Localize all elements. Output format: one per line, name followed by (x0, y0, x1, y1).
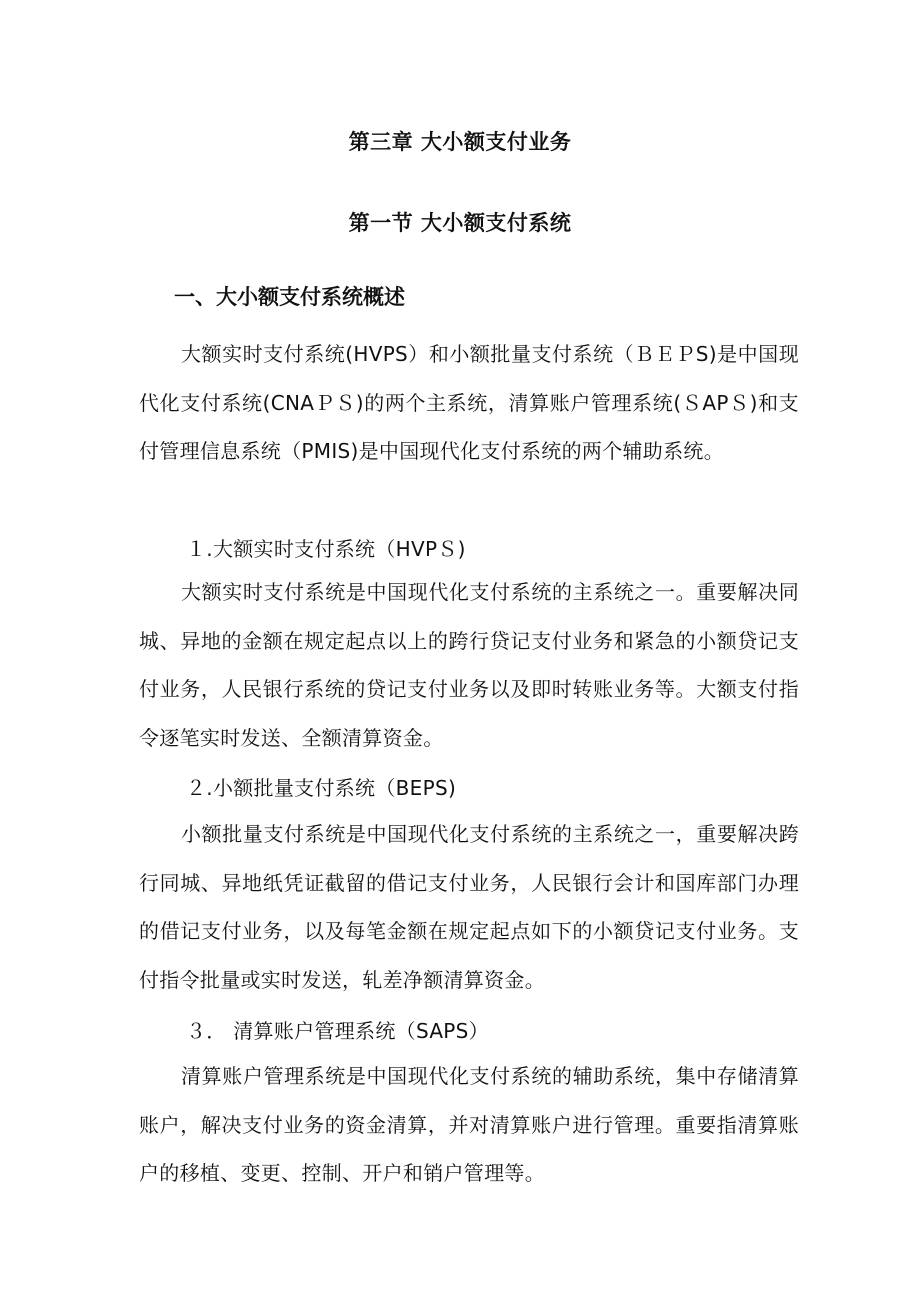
section-title: 第一节 大小额支付系统 (348, 211, 572, 235)
item-paragraph-saps: 清算账户管理系统是中国现代化支付系统的辅助系统，集中存储清算账户，解决支付业务的资金清算，并对清算账户进行管理。重要指清算账户的移植、变更、控制、开户和销户管理等。 (139, 1064, 799, 1185)
heading-overview: 一、大小额支付系统概述 (174, 285, 405, 309)
item-title-beps: ２.小额批量支付系统（BEPS) (186, 776, 457, 800)
chapter-title: 第三章 大小额支付业务 (348, 130, 572, 154)
item-title-hvps: １.大额实时支付系统（HVPＳ) (186, 537, 466, 561)
item-title-saps: ３． 清算账户管理系统（SAPS） (186, 1019, 489, 1043)
item-paragraph-hvps: 大额实时支付系统是中国现代化支付系统的主系统之一。重要解决同城、异地的金额在规定起点以上的跨行贷记支付业务和紧急的小额贷记支付业务，人民银行系统的贷记支付业务以及即时转账业务等。大额支付指令逐笔实时发送、全额清算资金。 (139, 580, 799, 750)
intro-paragraph: 大额实时支付系统(HVPS）和小额批量支付系统（ＢＥＰS)是中国现代化支付系统(CNAＰＳ)的两个主系统，清算账户管理系统(ＳAPＳ)和支付管理信息系统（PMIS)是中国现代化支付系统的两个辅助系统。 (139, 342, 799, 463)
item-paragraph-beps: 小额批量支付系统是中国现代化支付系统的主系统之一，重要解决跨行同城、异地纸凭证截留的借记支付业务，人民银行会计和国库部门办理的借记支付业务，以及每笔金额在规定起点如下的小额贷记支付业务。支付指令批量或实时发送，轧差净额清算资金。 (139, 822, 799, 992)
